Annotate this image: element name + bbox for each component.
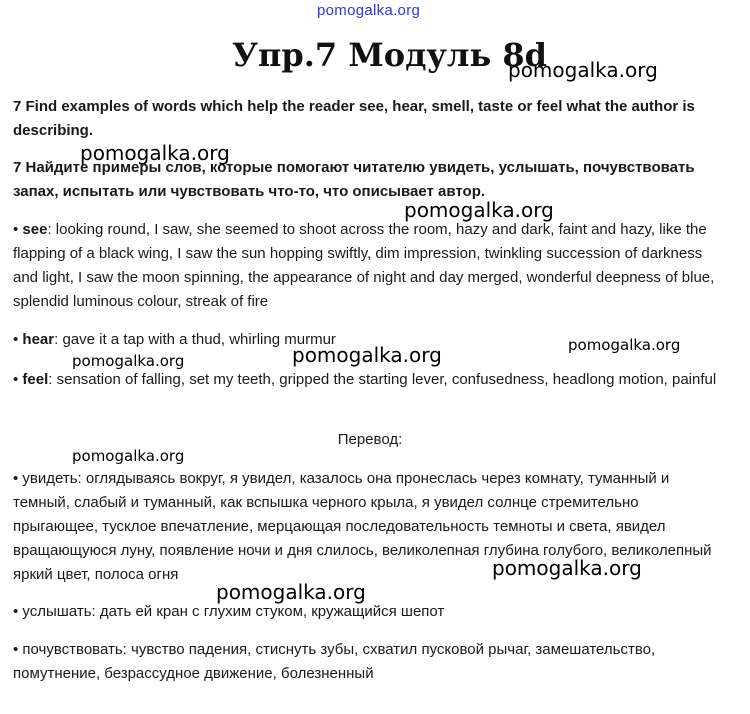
- watermark: pomogalka.org: [72, 352, 185, 370]
- page-title: Упр.7 Модуль 8d: [232, 36, 547, 74]
- bullet: •: [13, 331, 23, 348]
- see-term: see: [22, 221, 48, 238]
- watermark: pomogalka.org: [216, 580, 366, 604]
- hear-text: : gave it a tap with a thud, whirling murmur: [54, 331, 336, 348]
- ru-see-paragraph: • увидеть: оглядываясь вокруг, я увидел, казалось она пронеслась через комнату, туманный и темный, слабый и туманный, как вспышка черного крыла, я увидел солнце стремительно прыгающее, тусклое впечатление, мерцающая последовательность темноты и света, явидел вращающуюся луну, появление ночи и дня слилось, великолепная глубина голубого, великолепный яркий цвет, полоса огня: [13, 470, 712, 583]
- task-english: 7 Find examples of words which help the reader see, hear, smell, taste or feel what the author is describing.: [13, 98, 695, 139]
- watermark: pomogalka.org: [508, 58, 658, 82]
- feel-paragraph: [13, 368, 725, 392]
- feel-text: : sensation of falling, set my teeth, gripped the starting lever, confusedness, headlong motion, painful: [48, 371, 717, 388]
- feel-term: feel: [22, 371, 49, 388]
- bullet: •: [13, 221, 23, 238]
- see-text: : looking round, I saw, she seemed to shoot across the room, hazy and dark, faint and hazy, like the flapping of a black wing, I saw the sun hopping swiftly, dim impression, twinkling succession of darkness and light, I saw the moon spinning, the appearance of night and day merged, wonderful deepness of blue, splendid luminous colour, streak of fire: [13, 221, 715, 310]
- ru-hear-paragraph: • услышать: дать ей кран с глухим стуком, кружащийся шепот: [13, 603, 445, 620]
- watermark-top: pomogalka.org: [317, 2, 421, 19]
- bullet: •: [13, 371, 23, 388]
- see-paragraph: [13, 218, 725, 314]
- task-russian: 7 Найдите примеры слов, которые помогают читателю увидеть, услышать, почувствовать запах, испытать или чувствовать что-то, что описывает автор.: [13, 159, 695, 200]
- watermark: pomogalka.org: [404, 198, 554, 222]
- watermark: pomogalka.org: [492, 556, 642, 580]
- ru-feel-paragraph: • почувствовать: чувство падения, стиснуть зубы, схватил пусковой рычаг, замешательство, помутнение, безрассудное движение, болезненный: [13, 641, 656, 682]
- translation-label: Перевод:: [337, 431, 403, 448]
- watermark: pomogalka.org: [80, 141, 230, 165]
- watermark: pomogalka.org: [568, 336, 681, 354]
- hear-term: hear: [22, 331, 55, 348]
- watermark: pomogalka.org: [72, 447, 185, 465]
- watermark: pomogalka.org: [292, 343, 442, 367]
